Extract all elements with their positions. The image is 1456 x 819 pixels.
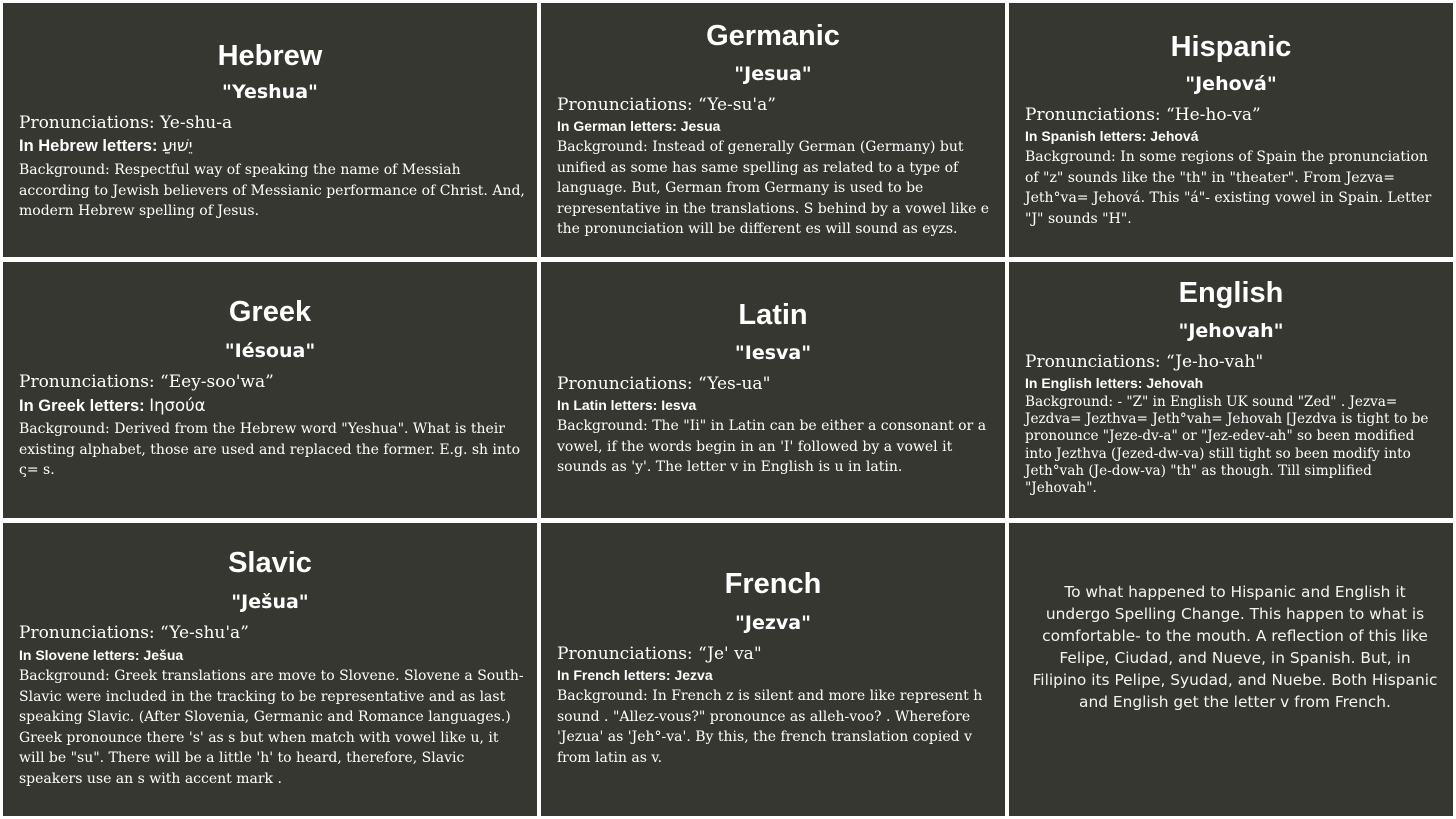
- card-title: Hispanic: [1170, 31, 1292, 63]
- card-letters: [557, 666, 995, 685]
- letters-label: In French letters:: [557, 667, 671, 683]
- card-germanic: [541, 3, 1005, 257]
- card-latin: [541, 262, 1005, 518]
- card-letters: [1025, 374, 1443, 393]
- letters-label: In Spanish letters:: [1025, 128, 1147, 144]
- card-pronunciation: Pronunciations: “Ye-su'a”: [557, 95, 776, 115]
- card-letters: [19, 396, 527, 416]
- letters-value: Jesua: [680, 118, 721, 134]
- card-hebrew: [3, 3, 537, 257]
- card-word: "Ješua": [231, 591, 309, 613]
- card-pronunciation: Pronunciations: “Yes-ua": [557, 374, 771, 394]
- card-greek: [3, 262, 537, 518]
- card-pronunciation: Pronunciations: Ye-shu-a: [19, 113, 233, 133]
- letters-value: יֵשׁוּעַ: [162, 136, 193, 155]
- card-pronunciation: Pronunciations: “Ye-shu'a”: [19, 623, 249, 643]
- letters-label: In German letters:: [557, 118, 677, 134]
- card-pronunciation: Pronunciations: “Eey-soo'wa”: [19, 372, 274, 392]
- card-french: [541, 523, 1005, 816]
- card-word: "Jesua": [734, 63, 812, 85]
- card-slavic: [3, 523, 537, 816]
- letters-value: Ιησούα: [149, 396, 206, 415]
- letters-label: In Greek letters:: [19, 397, 145, 415]
- card-letters: [1025, 127, 1443, 146]
- card-letters: [19, 136, 527, 156]
- card-background: Background: Derived from the Hebrew word "Yeshua". What is their existing alphabet, those are used and replaced the former. E.g. sh into ς= s.: [19, 421, 521, 478]
- letters-value: Ješua: [143, 647, 184, 663]
- card-letters: [19, 646, 527, 665]
- card-word: "Jehová": [1185, 73, 1277, 95]
- card-background: Background: - "Z" in English UK sound "Zed" . Jezva= Jezdva= Jezthva= Jeth°vah= Jehovah [Jezdva is tight to be pronounce "Jeze-dv-a" or "Jez-edev-ah" so been modified into Jezthva (Jezed-dw-va) still tight so been modify into Jeth°vah (Je-dow-va) "th" as though. Till simplified "Jehovah".: [1025, 394, 1429, 497]
- note-card: [1009, 523, 1453, 816]
- card-letters: [557, 117, 995, 136]
- card-background: Background: Respectful way of speaking the name of Messiah according to Jewish believers of Messianic performance of Christ. And, modern Hebrew spelling of Jesus.: [19, 162, 525, 219]
- card-title: Hebrew: [217, 40, 323, 72]
- card-title: Latin: [738, 299, 808, 331]
- letters-label: In Hebrew letters:: [19, 137, 158, 155]
- card-pronunciation: Pronunciations: “Je' va": [557, 644, 762, 664]
- card-word: "Jehovah": [1178, 320, 1284, 342]
- letters-label: In Slovene letters:: [19, 647, 140, 663]
- card-background: Background: In French z is silent and more like represent h sound . "Allez-vous?" pronounce as alleh-voo? . Wherefore 'Jezua' as 'Jeh°-va'. By this, the french translation copied v from latin as v.: [557, 688, 983, 766]
- card-english: [1009, 262, 1453, 518]
- card-word: "Iesva": [734, 342, 812, 364]
- card-pronunciation: Pronunciations: “He-ho-va”: [1025, 105, 1261, 125]
- letters-label: In Latin letters:: [557, 397, 658, 413]
- card-background: Background: Greek translations are move to Slovene. Slovene a South-Slavic were included in the tracking to be representative and as last speaking Slavic. (After Slovenia, Germanic and Romance languages.) Greek pronounce there 's' as s but when match with vowel like u, it will be "su". There will be a little 'h' to heard, therefore, Slavic speakers use an s with accent mark .: [19, 668, 524, 787]
- card-title: Germanic: [706, 20, 840, 52]
- card-background: Background: The "Ii" in Latin can be either a consonant or a vowel, if the words begin in an 'I' followed by a vowel it sounds as 'y'. The letter v in English is u in latin.: [557, 418, 987, 475]
- card-background: Background: In some regions of Spain the pronunciation of "z" sounds like the "th" in "theater". From Jezva= Jeth°va= Jehová. This "á"- existing vowel in Spain. Letter "J" sounds "H".: [1025, 149, 1432, 227]
- card-title: French: [724, 568, 822, 600]
- card-background: Background: Instead of generally German (Germany) but unified as some has same spelling as related to a type of language. But, German from Germany is used to be representative in the translations. S behind by a vowel like e the pronunciation will be different es will sound as eyzs.: [557, 139, 990, 237]
- card-word: "Jezva": [734, 612, 812, 634]
- letters-value: Jezva: [674, 667, 713, 683]
- card-title: English: [1178, 277, 1284, 309]
- card-letters: [557, 396, 995, 415]
- letters-label: In English letters:: [1025, 375, 1143, 391]
- card-title: Greek: [228, 296, 312, 328]
- card-hispanic: [1009, 3, 1453, 257]
- card-word: "Yeshua": [222, 81, 318, 103]
- letters-value: Iesva: [661, 397, 697, 413]
- letters-value: Jehová: [1150, 128, 1199, 144]
- card-word: "Iésoua": [224, 340, 316, 362]
- card-title: Slavic: [228, 547, 312, 579]
- card-pronunciation: Pronunciations: “Je-ho-vah": [1025, 352, 1264, 372]
- letters-value: Jehovah: [1146, 375, 1204, 391]
- spelling-change-note: To what happened to Hispanic and English it undergo Spelling Change. This happen to what is comfortable- to the mouth. A reflection of this like Felipe, Ciudad, and Nueve, in Spanish. But, in Filipino its Pelipe, Syudad, and Nuebe. Both Hispanic and English get the letter v from French.: [1032, 583, 1438, 711]
